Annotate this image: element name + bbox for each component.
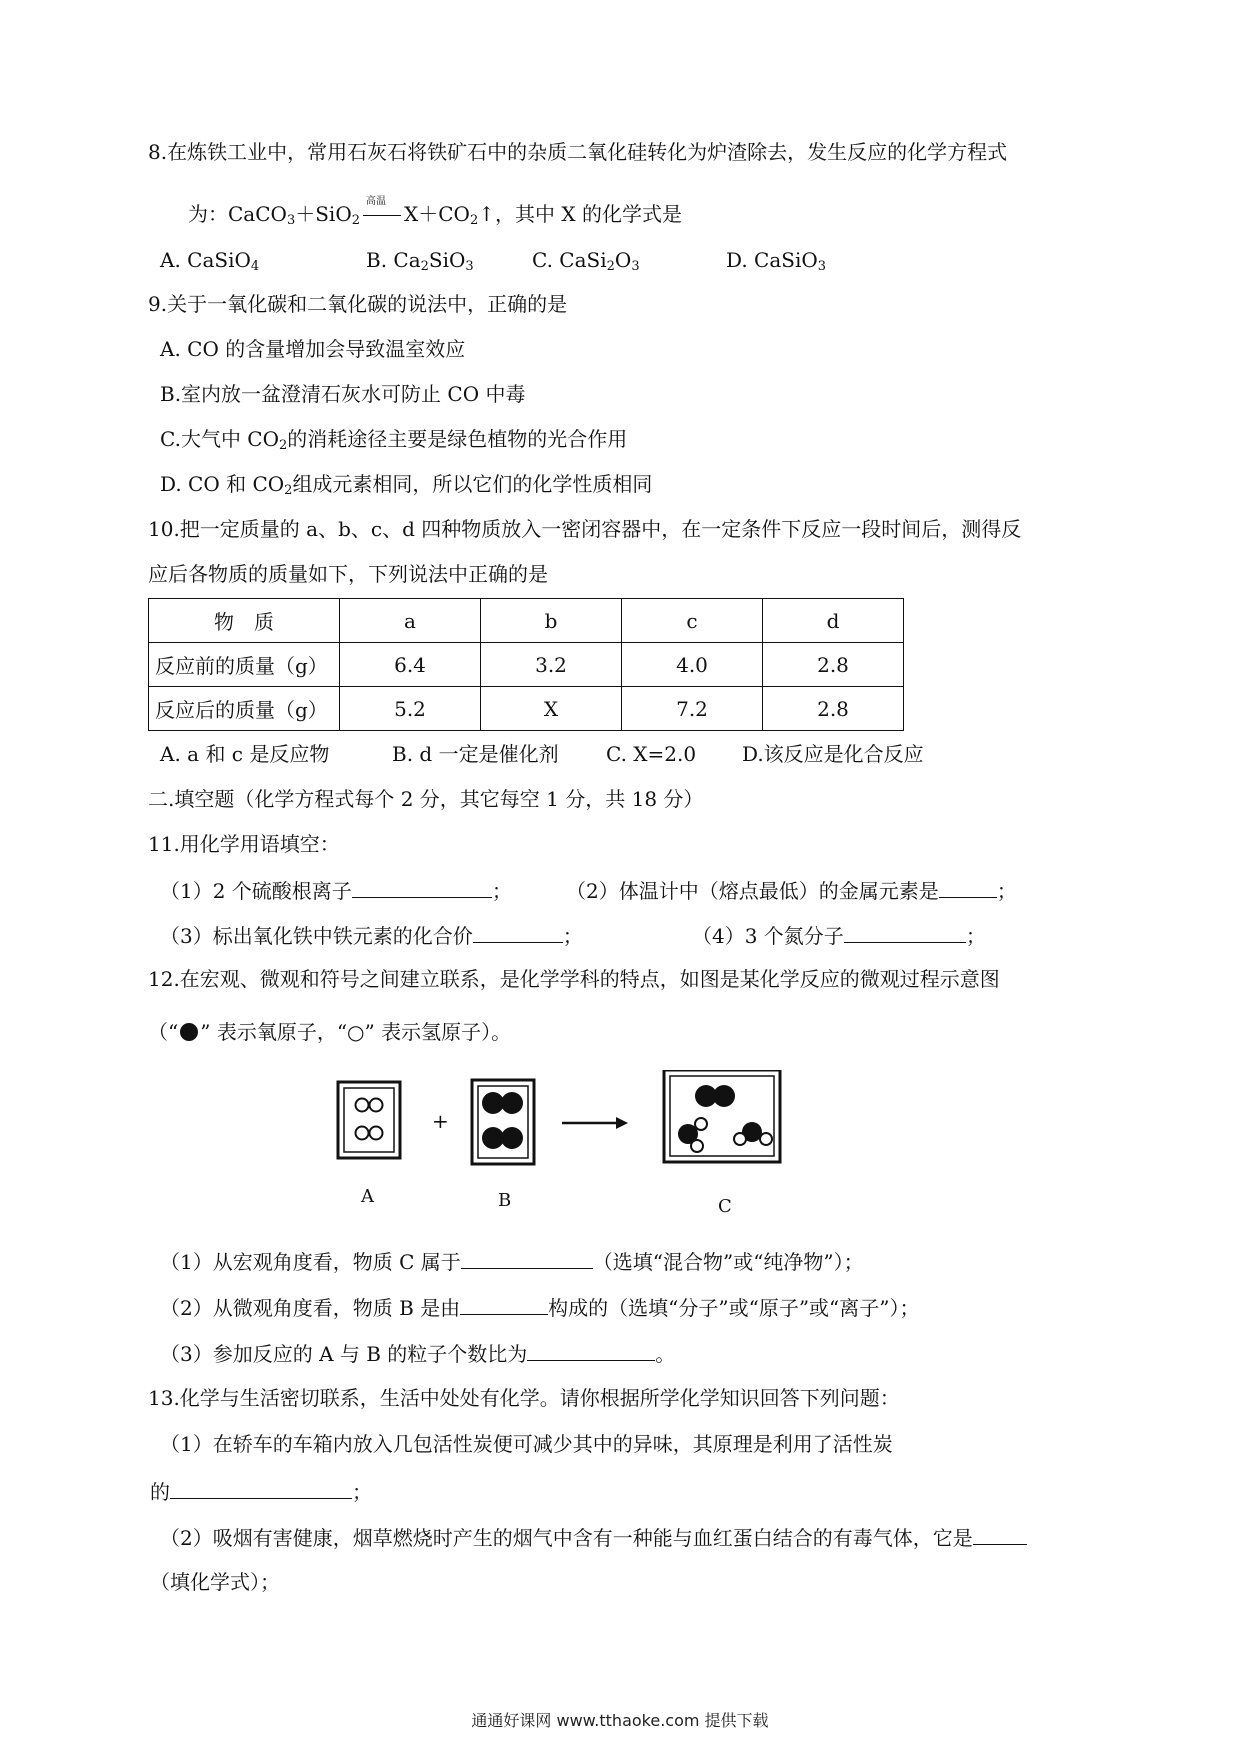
q13-part1-line2: 的 ； [150, 1476, 372, 1506]
q12-part3: （3）参加反应的 A 与 B 的粒子个数比为 。 [160, 1338, 675, 1368]
q12-part2: （2）从微观角度看，物质 B 是由 构成的（选填“分子”或“原子”或“离子”）； [160, 1292, 920, 1322]
table-cell: 2.8 [763, 643, 904, 687]
q9-stem: 9.关于一氧化碳和二氧化碳的说法中，正确的是 [148, 292, 568, 316]
table-cell: 反应前的质量（g） [149, 643, 340, 687]
table-header-cell: d [763, 599, 904, 643]
molecule-box-b [472, 1080, 534, 1164]
q12-part1: （1）从宏观角度看，物质 C 属于 （选填“混合物”或“纯净物”）； [160, 1246, 864, 1276]
q9-option-b: B.室内放一盆澄清石灰水可防止 CO 中毒 [160, 382, 526, 406]
answer-blank[interactable] [170, 1476, 352, 1499]
table-cell: 反应后的质量（g） [149, 687, 340, 731]
table-row [149, 687, 904, 731]
answer-blank[interactable] [473, 920, 563, 943]
q11-part1: （1）2 个硫酸根离子 ； [160, 875, 512, 905]
q11-part4: （4）3 个氮分子 ； [692, 920, 986, 950]
plus-sign: + [432, 1109, 449, 1133]
q10-option-b: B. d 一定是催化剂 [392, 742, 559, 766]
q8-option-d: D. CaSiO$_3$ [726, 248, 827, 274]
page-footer: 通通好课网 www.tthaoke.com 提供下载 [471, 1711, 769, 1730]
table-cell: 2.8 [763, 687, 904, 731]
q13-part2-line1: （2）吸烟有害健康，烟草燃烧时产生的烟气中含有一种能与血红蛋白结合的有毒气体，它是 [160, 1522, 1027, 1552]
answer-blank[interactable] [461, 1246, 593, 1269]
label-b: B [498, 1190, 512, 1211]
q9-option-d: D. CO 和 $CO_2$组成元素相同，所以它们的化学性质相同 [160, 472, 653, 498]
answer-blank[interactable] [352, 875, 492, 898]
table-header-cell: 物 质 [149, 599, 340, 643]
label-c: C [718, 1196, 732, 1217]
table-cell: 6.4 [340, 643, 481, 687]
answer-blank[interactable] [527, 1338, 655, 1361]
q9-option-c: C.大气中 $CO_2$的消耗途径主要是绿色植物的光合作用 [160, 427, 628, 453]
molecule-box-c [664, 1070, 780, 1162]
q10-option-a: A. a 和 c 是反应物 [160, 742, 330, 766]
label-a: A [361, 1186, 374, 1207]
mass-table [148, 598, 904, 731]
q11-part3: （3）标出氧化铁中铁元素的化合价 ； [160, 920, 583, 950]
reaction-diagram [320, 1070, 820, 1230]
q10-stem-line1: 10.把一定质量的 a、b、c、d 四种物质放入一密闭容器中，在一定条件下反应一段时间后，测得反 [148, 517, 1022, 541]
q11-stem: 11.用化学用语填空： [148, 832, 340, 856]
reaction-arrow [562, 1117, 628, 1129]
q13-stem: 13.化学与生活密切联系，生活中处处有化学。请你根据所学化学知识回答下列问题： [148, 1386, 900, 1410]
answer-blank[interactable] [973, 1522, 1027, 1545]
q12-stem: 12.在宏观、微观和符号之间建立联系，是化学学科的特点，如图是某化学反应的微观过程示意图 [148, 967, 1000, 991]
reaction-condition-arrow: 高温 [360, 200, 404, 228]
answer-blank[interactable] [844, 920, 966, 943]
q10-option-d: D.该反应是化合反应 [742, 742, 924, 766]
q8-equation: 为：CaCO$_3$＋SiO$_2$ 高温 $X+CO_2↑$，其中 X 的化学式是 [188, 196, 682, 228]
q10-stem-line2: 应后各物质的质量如下，下列说法中正确的是 [148, 562, 548, 586]
q11-part2: （2）体温计中（熔点最低）的金属元素是 ； [566, 875, 1017, 905]
q13-part2-line2: （填化学式）； [150, 1570, 280, 1594]
table-header-cell: c [622, 599, 763, 643]
table-cell: X [481, 687, 622, 731]
table-cell: 5.2 [340, 687, 481, 731]
q8-option-c: C. $CaSi_2O_3$ [532, 248, 640, 274]
q8-option-b: B. $Ca_2SiO_3$ [366, 248, 474, 274]
table-header-row [149, 599, 904, 643]
q8-stem: 8.在炼铁工业中，常用石灰石将铁矿石中的杂质二氧化硅转化为炉渣除去，发生反应的化学方程式 [148, 140, 1008, 164]
q10-option-c: C. X=2.0 [606, 742, 697, 766]
table-cell: 7.2 [622, 687, 763, 731]
table-cell: 4.0 [622, 643, 763, 687]
molecule-box-a [338, 1082, 400, 1158]
table-header-cell: a [340, 599, 481, 643]
answer-blank[interactable] [939, 875, 997, 898]
q9-option-a: A. CO 的含量增加会导致温室效应 [160, 337, 466, 361]
q8-option-a: A. CaSiO$_4$ [160, 248, 260, 274]
q13-part1-line1: （1）在轿车的车箱内放入几包活性炭便可减少其中的异味，其原理是利用了活性炭 [160, 1432, 893, 1456]
section-title: 二.填空题（化学方程式每个 2 分，其它每空 1 分，共 18 分） [148, 787, 704, 811]
table-cell: 3.2 [481, 643, 622, 687]
table-row [149, 643, 904, 687]
answer-blank[interactable] [460, 1292, 548, 1315]
table-header-cell: b [481, 599, 622, 643]
oxygen-atom-icon [178, 1022, 200, 1042]
q12-legend: （“ ” 表示氧原子，“○” 表示氢原子）。 [148, 1020, 512, 1044]
